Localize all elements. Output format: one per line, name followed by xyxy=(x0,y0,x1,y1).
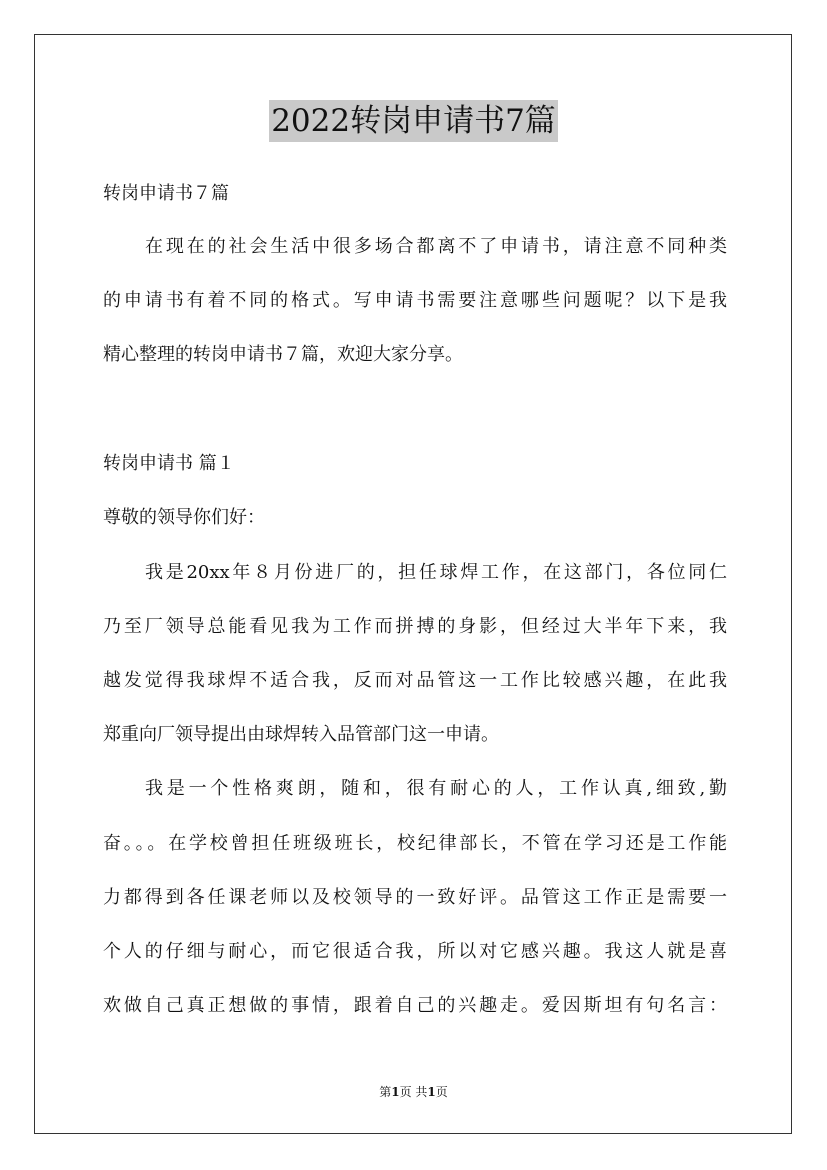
paragraph1-line-3: 越发觉得我球焊不适合我，反而对品管这一工作比较感兴趣，在此我 xyxy=(103,670,727,691)
paragraph2-line-2: 奋。。。在学校曾担任班级班长，校纪律部长，不管在学习还是工作能 xyxy=(103,833,727,854)
footer-page-mid: 页 共 xyxy=(399,1085,428,1099)
section-heading: 转岗申请书 篇１ xyxy=(103,453,235,474)
intro-line-2: 的申请书有着不同的格式。写申请书需要注意哪些问题呢？以下是我 xyxy=(103,290,727,311)
salutation: 尊敬的领导你们好： xyxy=(103,507,265,528)
footer-page-number: 1 xyxy=(391,1085,400,1099)
page-footer xyxy=(0,1084,827,1100)
document-subtitle: 转岗申请书７篇 xyxy=(103,183,229,204)
paragraph1-line-4: 郑重向厂领导提出由球焊转入品管部门这一申请。 xyxy=(103,724,499,745)
document-title-text: 2022转岗申请书7篇 xyxy=(269,100,558,142)
footer-page-prefix: 第 xyxy=(379,1085,392,1099)
paragraph1-line-1: 我是20xx年８月份进厂的，担任球焊工作，在这部门，各位同仁 xyxy=(145,562,727,583)
intro-line-1: 在现在的社会生活中很多场合都离不了申请书，请注意不同种类 xyxy=(145,236,727,257)
footer-page-total: 1 xyxy=(427,1085,436,1099)
intro-line-3: 精心整理的转岗申请书７篇，欢迎大家分享。 xyxy=(103,344,463,365)
paragraph2-line-5: 欢做自己真正想做的事情，跟着自己的兴趣走。爱因斯坦有句名言： xyxy=(103,995,727,1016)
document-title xyxy=(0,100,827,142)
paragraph2-line-4: 个人的仔细与耐心，而它很适合我，所以对它感兴趣。我这人就是喜 xyxy=(103,941,727,962)
footer-page-suffix: 页 xyxy=(435,1085,448,1099)
paragraph2-line-3: 力都得到各任课老师以及校领导的一致好评。品管这工作正是需要一 xyxy=(103,887,727,908)
paragraph2-line-1: 我是一个性格爽朗，随和，很有耐心的人，工作认真,细致,勤 xyxy=(145,778,727,799)
paragraph1-line-2: 乃至厂领导总能看见我为工作而拼搏的身影，但经过大半年下来，我 xyxy=(103,616,727,637)
